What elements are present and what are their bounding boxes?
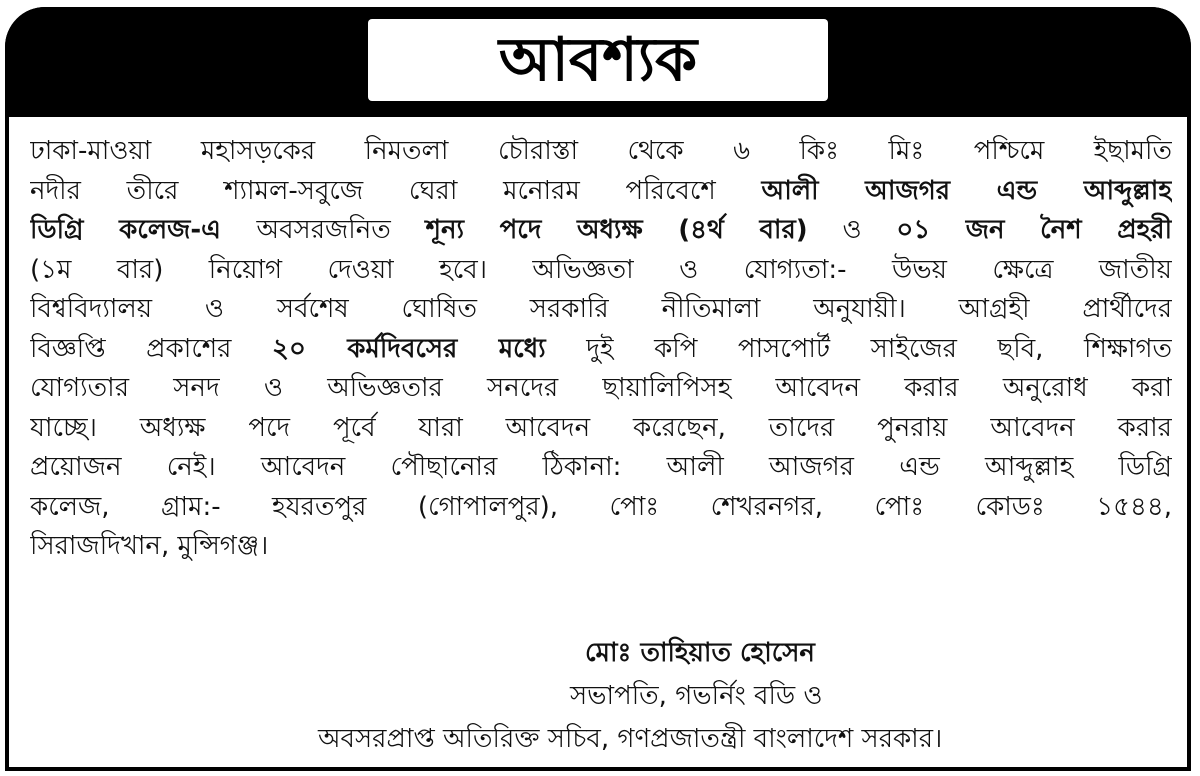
- body-line: [30, 290, 1172, 330]
- body-line: [30, 448, 1172, 488]
- college-name: আলী আজগর এন্ড আব্দুল্লাহ: [761, 175, 1172, 206]
- body-text: দুই কপি পাসপোর্ট সাইজের ছবি, শিক্ষাগত: [545, 333, 1172, 364]
- college-name-cont: ডিগ্রি কলেজ-এ: [30, 215, 257, 245]
- signatory-designation: অবসরপ্রাপ্ত অতিরিক্ত সচিব, গণপ্রজাতন্ত্রী বাংলাদেশ সরকার।: [318, 724, 943, 754]
- body-line: [30, 172, 1172, 212]
- notice-title: আবশ্যক: [368, 19, 828, 101]
- body-line: [30, 488, 1172, 528]
- body-text: প্রয়োজন নেই। আবেদন পৌছানোর ঠিকানা: আলী আজগর এন্ড আব্দুল্লাহ ডিগ্রি: [30, 452, 1172, 482]
- signatory-role: সভাপতি, গভর্নিং বডি ও: [570, 681, 823, 711]
- body-line: [30, 527, 1172, 567]
- body-line: [30, 132, 1172, 172]
- body-text: বিশ্ববিদ্যালয় ও সর্বশেষ ঘোষিত সরকারি নীতিমালা অনুযায়ী। আগ্রহী প্রার্থীদের: [30, 294, 1172, 324]
- body-text: কলেজ, গ্রাম:- হযরতপুর (গোপালপুর), পোঃ শেখরনগর, পোঃ কোডঃ ১৫৪৪,: [30, 491, 1172, 522]
- signature-block: [0, 632, 1200, 761]
- deadline: ২০ কর্মদিবসের মধ্যে: [272, 333, 546, 364]
- body-text: (১ম বার) নিয়োগ দেওয়া হবে। অভিজ্ঞতা ও যোগ্যতা:- উভয় ক্ষেত্রে জাতীয়: [30, 254, 1172, 285]
- body-text: বিজ্ঞপ্তি প্রকাশের: [30, 333, 273, 364]
- body-text: যোগ্যতার সনদ ও অভিজ্ঞতার সনদের ছায়ালিপিসহ আবেদন করার অনুরোধ করা: [30, 373, 1172, 403]
- signatory-name: মোঃ তাহিয়াত হোসেন: [585, 638, 815, 668]
- body-line: [30, 409, 1172, 449]
- body-text: ঢাকা-মাওয়া মহাসড়কের নিমতলা চৌরাস্তা থেকে ৬ কিঃ মিঃ পশ্চিমে ইছামতি: [30, 136, 1172, 166]
- body-text: ও: [807, 215, 897, 245]
- notice-body: [30, 132, 1172, 567]
- body-text: সিরাজদিখান, মুন্সিগঞ্জ।: [30, 531, 269, 561]
- body-line: [30, 251, 1172, 291]
- body-line: [30, 369, 1172, 409]
- title-banner: [5, 7, 1191, 117]
- post-principal: শূন্য পদে অধ্যক্ষ (৪র্থ বার): [425, 215, 808, 245]
- body-line: [30, 211, 1172, 251]
- post-guard: ০১ জন নৈশ প্রহরী: [896, 215, 1172, 245]
- body-text: অবসরজনিত: [256, 215, 426, 245]
- body-line: [30, 330, 1172, 370]
- body-text: যাচ্ছে। অধ্যক্ষ পদে পূর্বে যারা আবেদন করেছেন, তাদের পুনরায় আবেদন করার: [30, 412, 1172, 443]
- body-text: নদীর তীরে শ্যামল-সবুজে ঘেরা মনোরম পরিবেশে: [30, 175, 762, 206]
